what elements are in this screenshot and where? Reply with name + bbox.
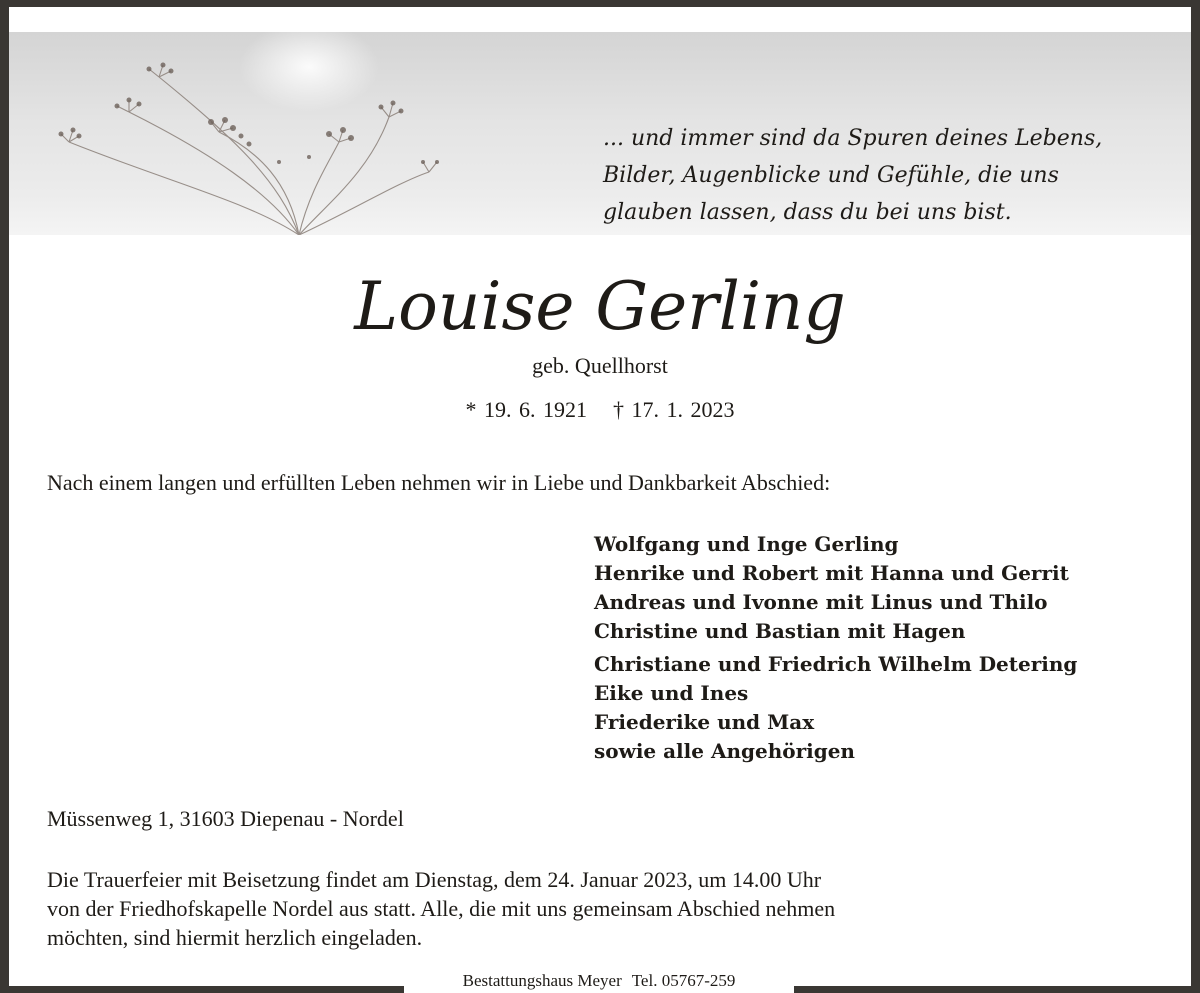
mourners-group bbox=[594, 530, 1077, 646]
ceremony-line: Die Trauerfeier mit Beisetzung findet am Dienstag, dem 24. Januar 2023, um 14.00 Uhr bbox=[47, 867, 822, 892]
ceremony-line: möchten, sind hiermit herzlich eingeladen. bbox=[47, 925, 423, 950]
quote-line: ... und immer sind da Spuren deines Lebens, bbox=[603, 126, 1103, 151]
family-address: Müssenweg 1, 31603 Diepenau - Nordel bbox=[47, 806, 404, 831]
life-dates bbox=[0, 397, 1200, 423]
mourner-entry: sowie alle Angehörigen bbox=[594, 739, 855, 763]
funeral-home-name: Bestattungshaus Meyer bbox=[462, 971, 622, 990]
frame-bottom-left bbox=[0, 986, 404, 993]
frame-bottom-right bbox=[794, 986, 1200, 993]
ceremony-details bbox=[47, 865, 835, 952]
farewell-intro: Nach einem langen und erfüllten Leben nehmen wir in Liebe und Dankbarkeit Abschied: bbox=[47, 470, 831, 495]
mourners-list bbox=[594, 530, 1077, 766]
mourner-entry: Eike und Ines bbox=[594, 681, 749, 705]
mourner-entry: Wolfgang und Inge Gerling bbox=[594, 532, 899, 556]
mourners-group bbox=[594, 650, 1077, 766]
mourner-entry: Christine und Bastian mit Hagen bbox=[594, 619, 966, 643]
funeral-home-footer bbox=[404, 971, 794, 991]
quote-line: glauben lassen, dass du bei uns bist. bbox=[603, 200, 1012, 225]
birth-date: * 19. 6. 1921 bbox=[465, 397, 587, 422]
mourner-entry: Andreas und Ivonne mit Linus und Thilo bbox=[594, 590, 1048, 614]
birth-name: geb. Quellhorst bbox=[532, 353, 668, 378]
mourner-entry: Christiane und Friedrich Wilhelm Detering bbox=[594, 652, 1078, 676]
deceased-name: Louise Gerling bbox=[354, 268, 846, 345]
quote-line: Bilder, Augenblicke und Gefühle, die uns bbox=[603, 163, 1059, 188]
death-date: † 17. 1. 2023 bbox=[613, 397, 735, 422]
funeral-home-phone: Tel. 05767-259 bbox=[631, 971, 736, 990]
ceremony-line: von der Friedhofskapelle Nordel aus statt. Alle, die mit uns gemeinsam Abschied nehmen bbox=[47, 896, 836, 921]
memorial-quote bbox=[603, 120, 1183, 231]
header-banner bbox=[9, 32, 1191, 235]
mourner-entry: Henrike und Robert mit Hanna und Gerrit bbox=[594, 561, 1069, 585]
mourner-entry: Friederike und Max bbox=[594, 710, 815, 734]
